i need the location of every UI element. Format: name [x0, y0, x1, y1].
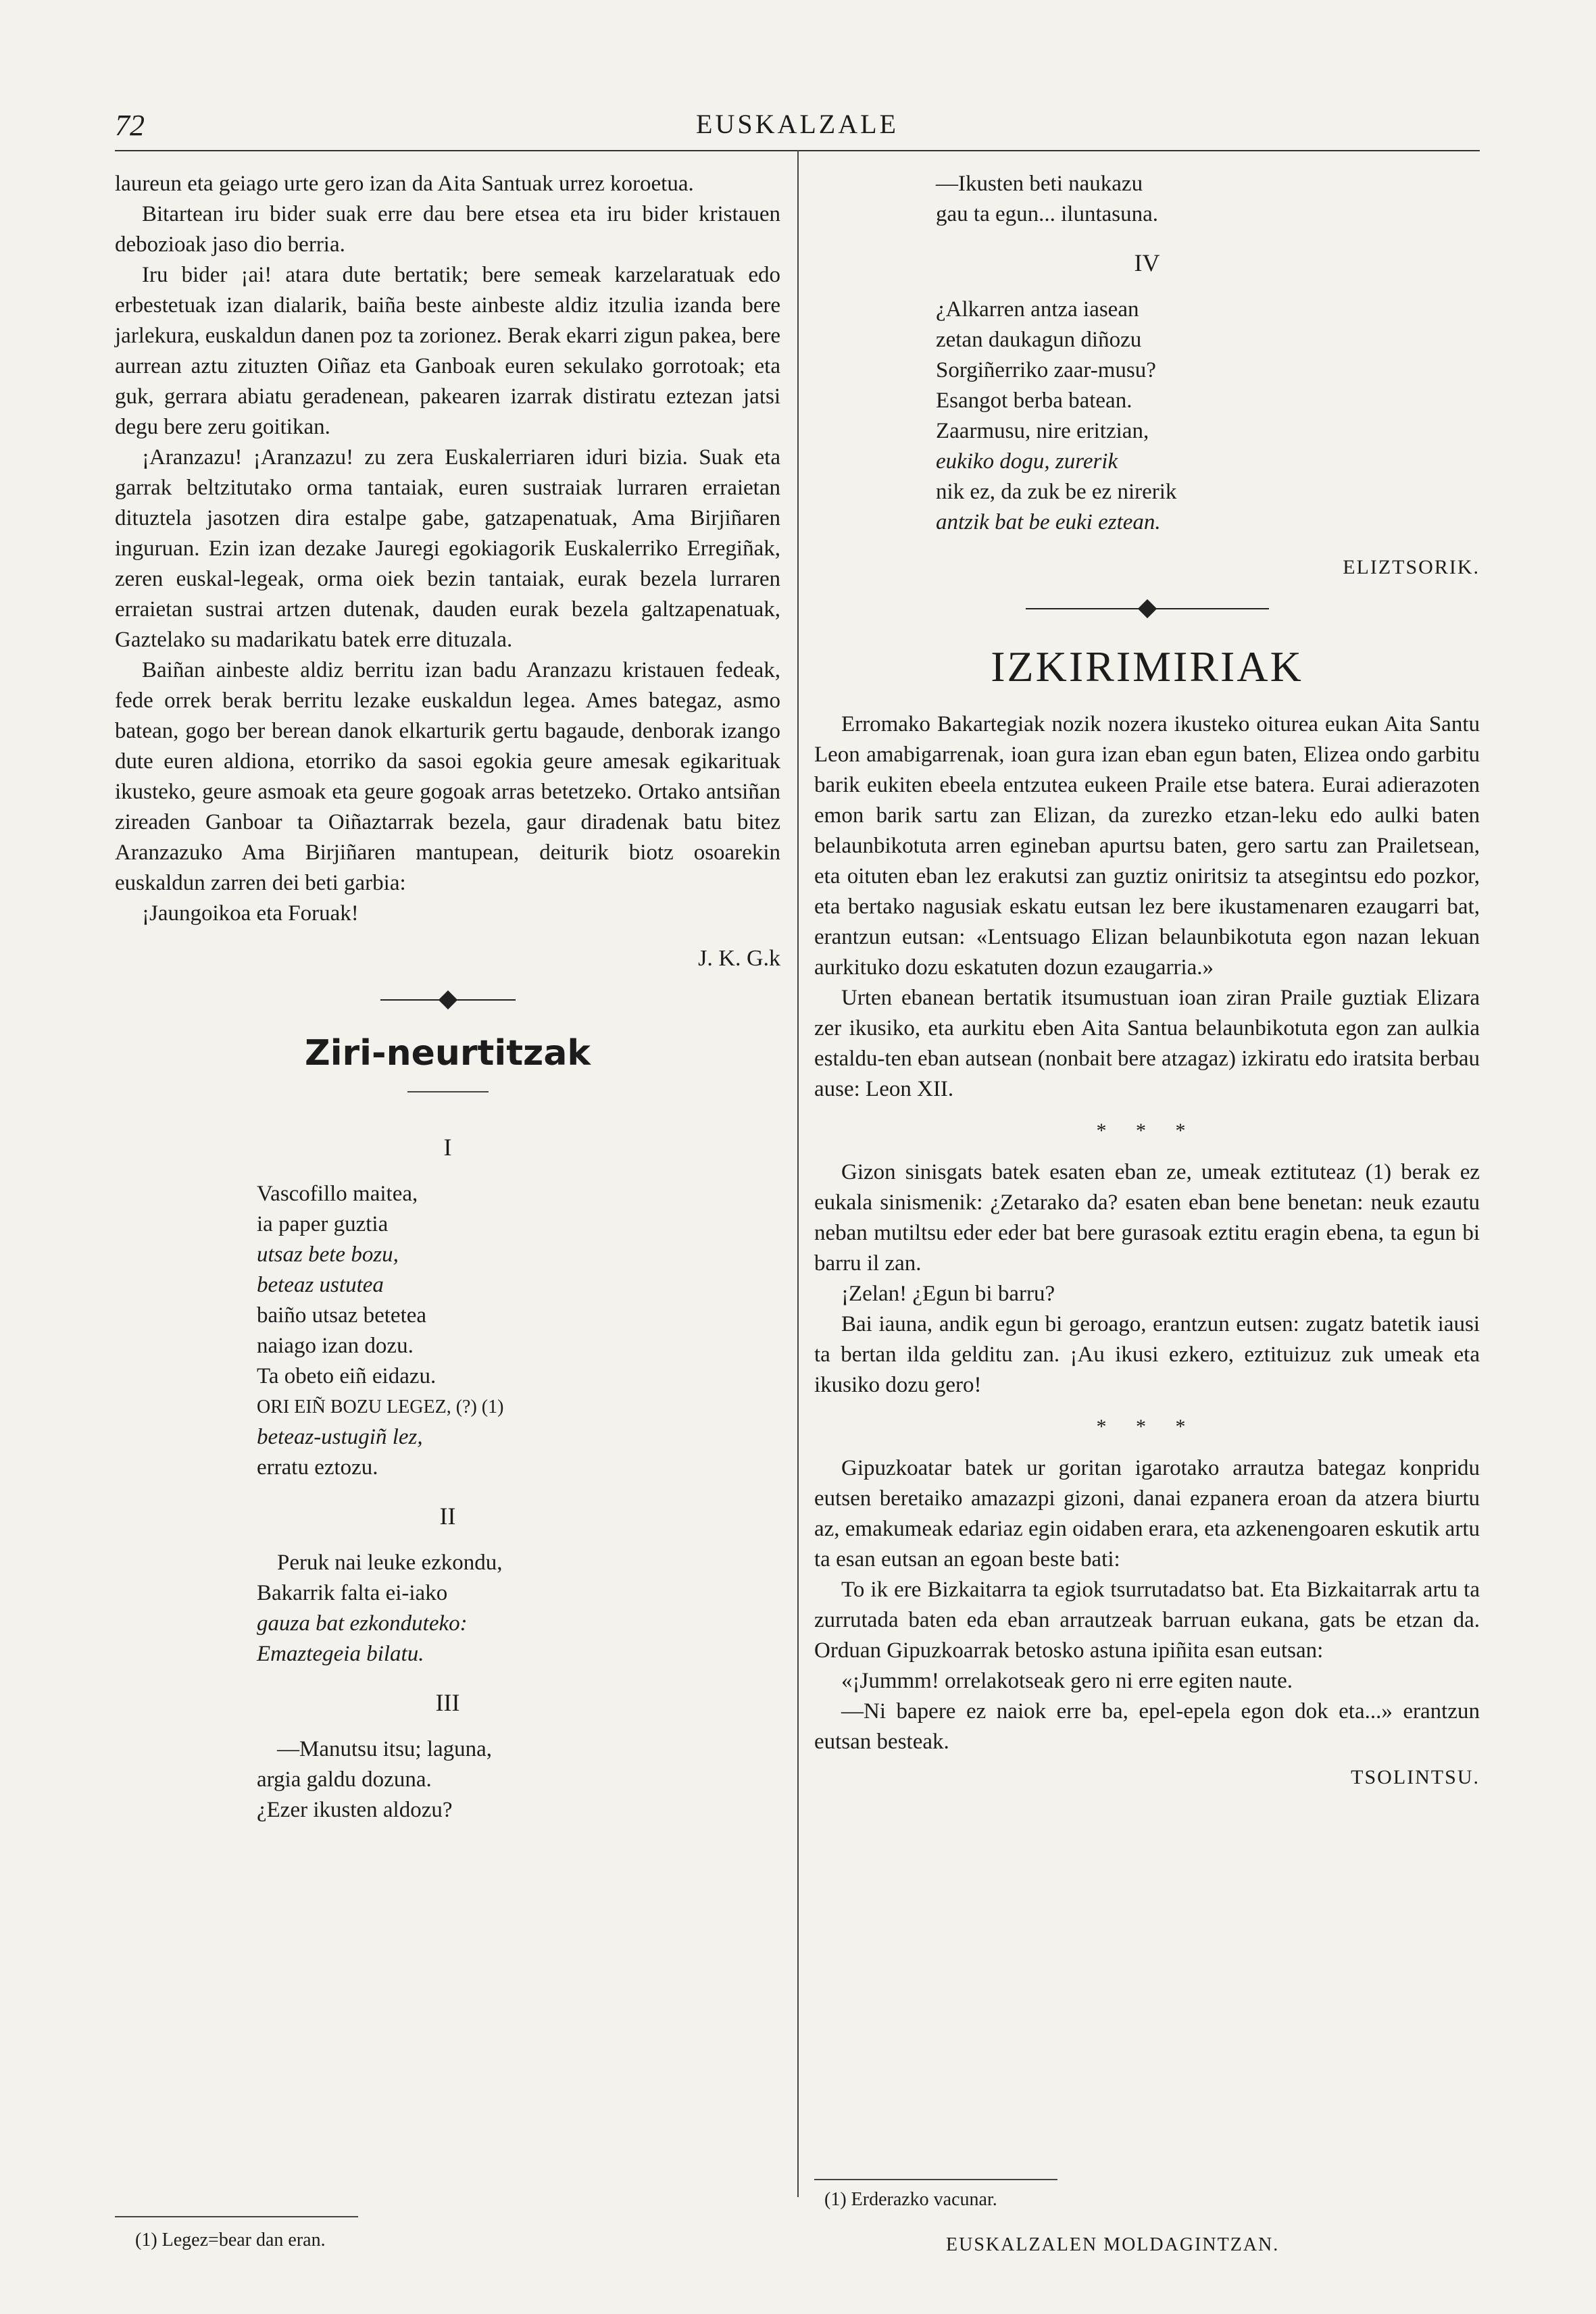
- paragraph: Baiñan ainbeste aldiz berritu izan badu Aranzazu kristauen fedeak, fede orrek berak berritu lezake euskaldun legea. Ames bategaz, asmo batean, gogo ber berean danok elkarturik gertu bagaude, denborak izango dute euren aldiona, etorriko da sasoi egokia geure amesak egikarituak ikusteko, geure asmoak eta geure gogoak arras betetzeko. Ortako antsiñan zireaden Ganboar ta Oiñaztarrak bezela, gaur diradenak batu bitez Aranzazuko Ama Birjiñaren mantupean, deiturik biotz osoarekin euskaldun zarren dei beti garbia:: [115, 658, 780, 895]
- verse-line: Bakarrik falta ei-iako: [257, 1581, 448, 1605]
- verse-line: utsaz bete bozu,: [257, 1242, 399, 1267]
- verse-line: Emaztegeia bilatu.: [257, 1642, 424, 1666]
- verse-line: beteaz-ustugiñ lez,: [257, 1425, 423, 1449]
- poem-verse: [257, 1179, 780, 1483]
- footnote: (1) Legez=bear dan eran.: [135, 2230, 326, 2250]
- running-title: EUSKALZALE: [696, 109, 899, 139]
- paragraph: Iru bider ¡ai! atara dute bertatik; bere semeak karzelaratuak edo erbestetuak izan dialarik, baiña beste ainbeste aldiz itzulia izanda bere jarlekura, euskaldun danen poz ta zorionez. Berak ekarri zigun pakea, bere aurrean aztu zituzten Oiñaz eta Ganboak euren sekulako gorrotoak; eta guk, gerrara abiatu geradenean, pakearen izarrak distiratu eztezan jatsi degu bere zeru goitikan.: [115, 263, 780, 439]
- column-divider: [797, 150, 799, 2197]
- poem-numeral: IV: [1134, 249, 1160, 276]
- verse-line: ia paper guztia: [257, 1212, 389, 1236]
- footnote-rule: [814, 2179, 1057, 2180]
- page-number: 72: [115, 109, 145, 142]
- verse-line: zetan daukagun diñozu: [936, 328, 1142, 352]
- footnote-rule: [115, 2216, 358, 2217]
- verse-line: baiño utsaz betetea: [257, 1303, 427, 1328]
- paragraph: ¡Aranzazu! ¡Aranzazu! zu zera Euskalerriaren iduri bizia. Suak eta garrak beltzitutako orma tantaiak, euren sustraiak lurraren erraietan dituztela jasotzen dira estalpe gabe, gatzapenatuak, Ama Birjiñaren inguruan. Ezin izan dezake Jauregi egokiagorik Euskalerriko Erregiñak, zeren euskal-legeak, orma oiek bezin tantaiak, eurak bezela lurraren erraietan sustrai artzen dutenak, dauden eurak bezela galtzapenatuak, Gaztelako su madarikatu batek erre dituzala.: [115, 445, 780, 652]
- verse-line: ORI EIÑ BOZU LEGEZ, (?) (1): [257, 1397, 504, 1417]
- paragraph: «¡Jummm! orrelakotseak gero ni erre egiten naute.: [841, 1669, 1293, 1693]
- poem-numeral: II: [439, 1503, 456, 1530]
- paragraph: laureun eta geiago urte gero izan da Aita Santuak urrez koroetua.: [115, 172, 694, 196]
- paragraph: Gipuzkoatar batek ur goritan igarotako arrautza bategaz konpridu eutsen beretaiko amazazpi gizoni, danai ezpanera eroan da atzera biurtu az, emakumeak edariaz egin oidaben erara, eta azkenengoaren eskutik artu ta esan eutsan an egoan beste bati:: [814, 1456, 1480, 1571]
- verse-line: antzik bat be euki eztean.: [936, 510, 1161, 534]
- verse-line: eukiko dogu, zurerik: [936, 449, 1118, 474]
- printer-credit: EUSKALZALEN MOLDAGINTZAN.: [946, 2234, 1280, 2255]
- poem-numeral: III: [435, 1689, 460, 1716]
- poem-verse: [936, 169, 1480, 230]
- verse-line: ¿Alkarren antza iasean: [936, 297, 1139, 322]
- page-header: [115, 108, 1480, 149]
- poem-verse: [257, 1548, 780, 1669]
- verse-line: nik ez, da zuk be ez nirerik: [936, 480, 1177, 504]
- left-column: [115, 169, 780, 1826]
- ornamental-rule: [380, 990, 516, 1010]
- poem-author: ELIZTSORIK.: [1343, 556, 1480, 578]
- paragraph: —Ni bapere ez naiok erre ba, epel-epela egon dok eta...» erantzun eutsan besteak.: [814, 1699, 1480, 1754]
- verse-line: —Ikusten beti naukazu: [936, 172, 1143, 196]
- verse-line: beteaz ustutea: [257, 1273, 384, 1297]
- verse-line: argia galdu dozuna.: [257, 1767, 432, 1792]
- section-title: Ziri-neurtitzak: [304, 1033, 591, 1074]
- verse-line: Vascofillo maitea,: [257, 1182, 418, 1206]
- section-separator: * * *: [1096, 1415, 1198, 1438]
- short-rule: [407, 1091, 489, 1092]
- footnote: (1) Erderazko vacunar.: [824, 2189, 997, 2210]
- story-author: TSOLINTSU.: [1351, 1766, 1480, 1788]
- article-signature: J. K. G.k: [698, 946, 780, 971]
- verse-line: ¿Ezer ikusten aldozu?: [257, 1798, 453, 1822]
- section-separator: * * *: [1096, 1120, 1198, 1142]
- verse-line: erratu eztozu.: [257, 1455, 378, 1480]
- paragraph: Bitartean iru bider suak erre dau bere etsea eta iru bider kristauen debozioak jaso dio berria.: [115, 202, 780, 257]
- paragraph: ¡Zelan! ¿Egun bi barru?: [841, 1282, 1055, 1306]
- paragraph: Bai iauna, andik egun bi geroago, erantzun eutsen: zugatz batetik iausi ta bertan ilda gelditu zan. ¡Au ikusi ezkero, eztituizuz zuk umeak eta ikusiko dozu gero!: [814, 1312, 1480, 1397]
- paragraph: Urten ebanean bertatik itsumustuan ioan ziran Praile guztiak Elizara zer ikusiko, eta aurkitu eben Aita Santua belaunbikotuta egon zan aulkia estaldu-ten eban autsean (nonbait bere atzagaz) izkiratu edo iratsita berbau ause: Leon XII.: [814, 986, 1480, 1101]
- verse-line: Esangot berba batean.: [936, 388, 1132, 413]
- verse-line: gau ta egun... iluntasuna.: [936, 202, 1159, 226]
- ornamental-rule: [1026, 599, 1269, 619]
- paragraph: Gizon sinisgats batek esaten eban ze, umeak eztituteaz (1) berak ez eukala sinismenik: ¿Zetarako da? esaten eban bene benetan: neuk ezautu neban mutiltsu eder eder bat bere gurasoak eztitu eragin ebena, ta egun bi barru il zan.: [814, 1160, 1480, 1276]
- verse-line: Sorgiñerriko zaar-musu?: [936, 358, 1156, 382]
- verse-line: gauza bat ezkonduteko:: [257, 1611, 468, 1636]
- poem-verse: [257, 1734, 780, 1826]
- section-title: IZKIRIMIRIAK: [991, 643, 1303, 690]
- poem-verse: [936, 295, 1480, 538]
- right-column: [814, 169, 1480, 1794]
- paragraph: ¡Jaungoikoa eta Foruak!: [142, 901, 359, 926]
- verse-line: Ta obeto eiñ eidazu.: [257, 1364, 437, 1388]
- paragraph: Erromako Bakartegiak nozik nozera ikusteko oiturea eukan Aita Santu Leon amabigarrenak, ioan gura izan eban egun baten, Elizea ondo garbitu barik eukiten ebeela entzutea eukeen Praile etse batera. Eurai adierazoten emon barik sartu zan Elizan, da zurezko etzan-leku edo aulki baten belaunbikotuta arren egineban apurtsu baten, gero sartu zan Prailetsean, eta oituten eban lez erakutsi zan guztiz oniritsiz ta atsegintsu edo pozkor, eta bertako nagusiak eskatu eutsan lez bere ikustamenaren ezaugarri bat, erantzun eutsan: «Lentsuago Elizan belaunbikotuta egon nazan lekuan aurkituko dozu eskatuten dozun ezaugarria.»: [814, 712, 1480, 980]
- verse-line: Zaarmusu, nire eritzian,: [936, 419, 1149, 443]
- verse-line: Peruk nai leuke ezkondu,: [277, 1551, 503, 1575]
- paragraph: To ik ere Bizkaitarra ta egiok tsurrutadatso bat. Eta Bizkaitarrak artu ta zurrutada baten eda eban arrautzeak barruan eukana, gats be etzan da. Orduan Gipuzkoarrak betosko astuna ipiñita esan eutsan:: [814, 1578, 1480, 1663]
- verse-line: naiago izan dozu.: [257, 1334, 414, 1358]
- poem-numeral: I: [443, 1134, 452, 1161]
- verse-line: —Manutsu itsu; laguna,: [277, 1737, 493, 1761]
